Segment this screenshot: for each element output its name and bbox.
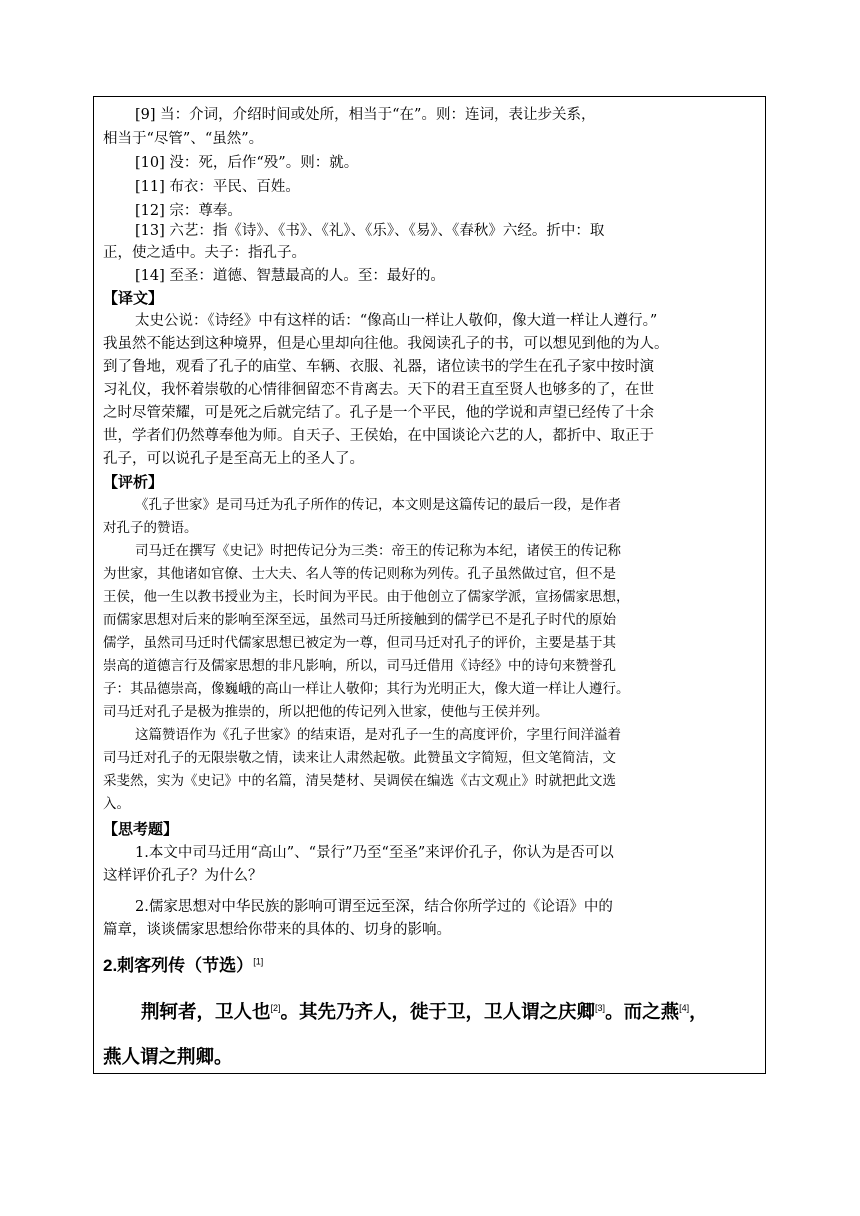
translation-heading: 【译文】 [103, 289, 164, 307]
footnote-ref: [2] [270, 1002, 281, 1013]
question-2-line2: 篇章，谈谈儒家思想给你带来的具体的、切身的影响。 [103, 922, 451, 938]
analysis-line: 司马迁对孔子是极为推崇的，所以把他的传记列入世家，使他与王侯并列。 [103, 704, 549, 720]
analysis-line: 司马迁在撰写《史记》时把传记分为三类：帝王的传记称为本纪，诸侯王的传记称 [135, 543, 621, 559]
translation-line: 我虽然不能达到这种境界，但是心里却向往他。我阅读孔子的书，可以想见到他的为人。 [103, 336, 669, 352]
note-9-line2: 相当于“尽管”、“虽然”。 [103, 131, 264, 147]
note-13-line2: 正，使之适中。夫子：指孔子。 [103, 245, 306, 261]
analysis-heading: 【评析】 [103, 473, 164, 491]
note-14: [14] 至圣：道德、智慧最高的人。至：最好的。 [135, 268, 445, 284]
analysis-line: 《孔子世家》是司马迁为孔子所作的传记，本文则是这篇传记的最后一段，是作者 [135, 497, 621, 513]
note-12: [12] 宗：尊奉。 [135, 203, 242, 219]
translation-line: 到了鲁地，观看了孔子的庙堂、车辆、衣服、礼器，诸位读书的学生在孔子家中按时演 [103, 359, 654, 375]
text-segment: ， [689, 1001, 708, 1022]
translation-line: 之时尽管荣耀，可是死之后就完结了。孔子是一个平民，他的学说和声望已经传了十余 [103, 405, 654, 421]
analysis-line: 这篇赞语作为《孔子世家》的结束语，是对孔子一生的高度评价，字里行间洋溢着 [135, 727, 621, 743]
question-2-line1: 2.儒家思想对中华民族的影响可谓至远至深，结合你所学过的《论语》中的 [135, 899, 613, 915]
analysis-line: 而儒家思想对后来的影响至深至远，虽然司马迁所接触到的儒学已不是孔子时代的原始 [103, 612, 616, 628]
text-segment: 。而之燕 [605, 1001, 680, 1022]
analysis-line: 司马迁对孔子的无限崇敬之情，读来让人肃然起敬。此赞虽文字简短，但文笔简洁，文 [103, 750, 616, 766]
question-1-line2: 这样评价孔子？为什么？ [103, 868, 263, 884]
footnote-ref: [3] [595, 1002, 606, 1013]
footnote-ref: [4] [679, 1002, 690, 1013]
text-line-2: 燕人谓之荆卿。 [103, 1046, 233, 1067]
section-title-text: 2.刺客列传（节选） [103, 956, 254, 975]
translation-line: 孔子，可以说孔子是至高无上的圣人了。 [103, 451, 364, 467]
text-line-1 [141, 998, 708, 1024]
analysis-line: 采斐然，实为《史记》中的名篇，清吴楚材、吴调侯在编选《古文观止》时就把此文选 [103, 773, 616, 789]
translation-line: 世，学者们仍然尊奉他为师。自天子、王侯始，在中国谈论六艺的人，都折中、取正于 [103, 428, 654, 444]
analysis-line: 为世家，其他诸如官僚、士大夫、名人等的传记则称为列传。孔子虽然做过官，但不是 [103, 566, 616, 582]
translation-line: 习礼仪，我怀着崇敬的心情徘徊留恋不肯离去。天下的君王直至贤人也够多的了，在世 [103, 382, 654, 398]
footnote-ref: [1] [253, 956, 264, 967]
analysis-line: 子：其品德崇高，像巍峨的高山一样让人敬仰；其行为光明正大，像大道一样让人遵行。 [103, 681, 630, 697]
translation-line: 太史公说：《诗经》中有这样的话：“像高山一样让人敬仰，像大道一样让人遵行。” [135, 313, 658, 329]
analysis-line: 对孔子的赞语。 [103, 520, 198, 536]
note-13-line1: [13] 六艺：指《诗》、《书》、《礼》、《乐》、《易》、《春秋》六经。折中：取 [135, 223, 605, 239]
section-title [103, 951, 263, 976]
note-10: [10] 没：死，后作“殁”。则：就。 [135, 155, 359, 171]
note-9-line1: [9] 当：介词，介绍时间或处所，相当于“在”。则：连词，表让步关系， [135, 107, 596, 123]
text-segment: 。其先乃齐人，徙于卫，卫人谓之庆卿 [280, 1001, 596, 1022]
analysis-line: 崇高的道德言行及儒家思想的非凡影响，所以，司马迁借用《诗经》中的诗句来赞誉孔 [103, 658, 616, 674]
questions-heading: 【思考题】 [103, 820, 179, 838]
analysis-line: 入。 [103, 796, 130, 812]
analysis-line: 王侯，他一生以教书授业为主，长时间为平民。由于他创立了儒家学派，宣扬儒家思想， [103, 589, 630, 605]
text-segment: 荆轲者，卫人也 [141, 1001, 271, 1022]
question-1-line1: 1.本文中司马迁用“高山”、“景行”乃至“至圣”来评价孔子，你认为是否可以 [135, 845, 614, 861]
analysis-line: 儒学，虽然司马迁时代儒家思想已被定为一尊，但司马迁对孔子的评价，主要是基于其 [103, 635, 616, 651]
note-11: [11] 布衣：平民、百姓。 [135, 179, 300, 195]
